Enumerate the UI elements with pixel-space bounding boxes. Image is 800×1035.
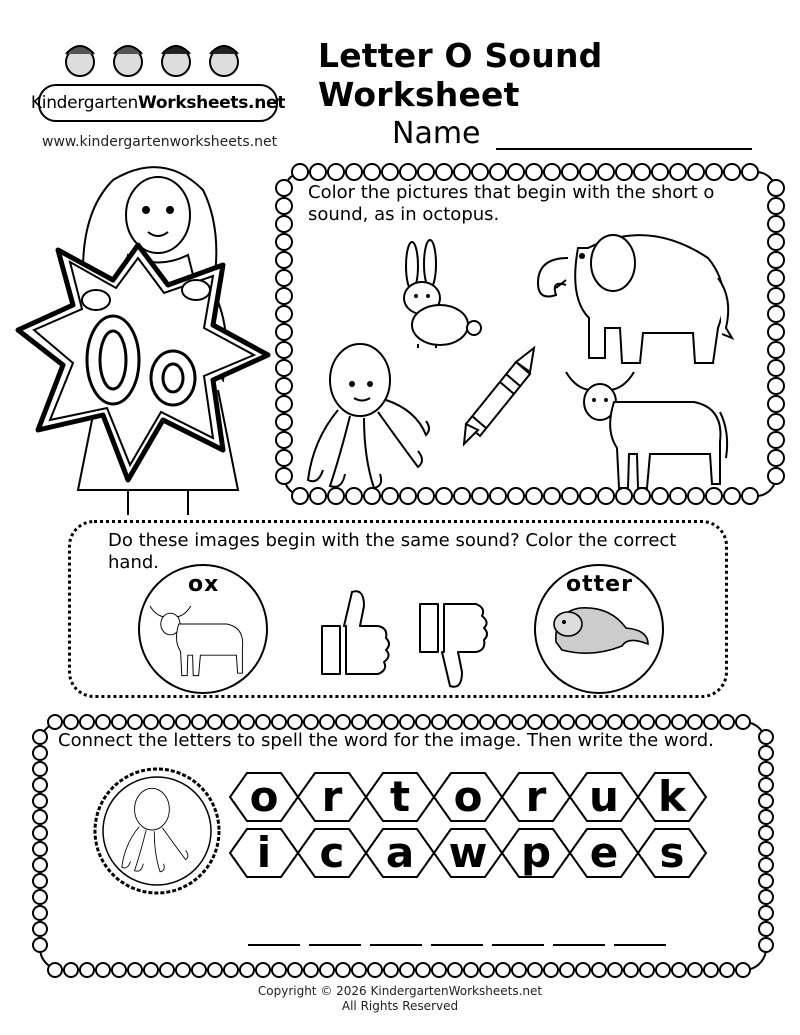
scallop-circle [33,762,47,776]
page-title: Letter O Sound Worksheet [318,36,603,114]
scallop-circle [276,234,292,250]
scallop-circle [276,432,292,448]
scallop-circle [656,715,670,729]
scallop-circle [320,963,334,977]
scallop-circle [768,324,784,340]
scallop-circle [33,794,47,808]
scallop-circle [400,963,414,977]
hex-letter[interactable]: o [249,772,279,821]
scallop-circle [759,762,773,776]
scallop-circle [472,164,488,180]
octopus-medallion [92,766,222,896]
footer [0,984,800,1014]
thumbs-down-icon[interactable] [414,604,490,694]
scallop-circle [276,396,292,412]
answer-blank[interactable] [614,944,666,946]
scallop-circle [276,306,292,322]
scallop-circle [224,715,238,729]
scallop-circle [624,963,638,977]
scallop-circle [670,164,686,180]
scallop-circle [759,938,773,952]
scallop-circle [224,963,238,977]
scallop-circle [276,468,292,484]
scallop-circle [759,842,773,856]
scallop-circle [432,715,446,729]
site-url: www.kindergartenworksheets.net [42,134,278,150]
scallop-circle [704,963,718,977]
scallop-circle [544,715,558,729]
hex-letter[interactable]: i [256,828,272,877]
scallop-circle [768,234,784,250]
logo [30,84,286,122]
scallop-circle [704,715,718,729]
scallop-circle [652,164,668,180]
scallop-circle [112,715,126,729]
scallop-circle [176,715,190,729]
scallop-circle [472,488,488,504]
scallop-circle [768,378,784,394]
hex-letter[interactable]: e [589,828,619,877]
letter-hex-row-2 [232,826,712,880]
scallop-circle [759,858,773,872]
hex-letter[interactable]: t [389,772,411,821]
scallop-circle [33,874,47,888]
scallop-circle [276,378,292,394]
scallop-circle [276,414,292,430]
scallop-circle [512,715,526,729]
scallop-circle [240,715,254,729]
scallop-circle [616,164,632,180]
scallop-circle [400,715,414,729]
scallop-circle [768,288,784,304]
scallop-circle [736,963,750,977]
rights-text: All Rights Reserved [341,999,459,1013]
scallop-circle [768,198,784,214]
scallop-circle [400,164,416,180]
scallop-circle [490,488,506,504]
scallop-circle [598,164,614,180]
scallop-circle [608,715,622,729]
scallop-circle [688,963,702,977]
scallop-circle [256,715,270,729]
copyright-text: Copyright © 2026 KindergartenWorksheets.net [257,984,543,998]
scallop-circle [288,963,302,977]
scallop-circle [436,488,452,504]
scallop-circle [272,715,286,729]
scallop-circle [304,963,318,977]
hex-letter[interactable]: u [589,772,619,821]
scallop-circle [320,715,334,729]
scallop-circle [672,963,686,977]
scallop-circle [368,715,382,729]
scallop-circle [310,164,326,180]
scallop-circle [480,715,494,729]
scallop-circle [288,715,302,729]
scallop-circle [544,963,558,977]
scallop-circle [160,963,174,977]
scallop-circle [768,270,784,286]
scallop-circle [96,715,110,729]
scallop-circle [33,810,47,824]
answer-blank-lines [248,944,678,948]
scallop-circle [768,342,784,358]
scallop-circle [508,488,524,504]
scallop-circle [33,906,47,920]
scallop-circle [292,164,308,180]
scallop-circle [759,794,773,808]
scallop-circle [759,810,773,824]
scallop-circle [640,715,654,729]
scallop-circle [48,715,62,729]
scallop-circle [144,963,158,977]
scallop-circle [528,715,542,729]
scallop-circle [112,963,126,977]
hex-letter[interactable]: w [448,828,488,877]
scallop-circle [706,164,722,180]
scallop-circle [208,963,222,977]
scallop-circle [759,826,773,840]
scallop-circle [176,963,190,977]
scallop-circle [759,906,773,920]
scallop-circle [759,890,773,904]
girl-holding-o-sign-illustration [18,160,278,520]
scallop-circle [192,963,206,977]
scallop-circle [580,164,596,180]
scallop-circle [33,922,47,936]
scallop-circle [526,488,542,504]
scallop-circle [33,826,47,840]
scallop-circle [768,360,784,376]
scallop-circle [496,963,510,977]
scallop-circle [560,963,574,977]
scallop-circle [64,715,78,729]
scallop-circle [768,306,784,322]
scallop-circle [496,715,510,729]
answer-blank[interactable] [431,944,483,946]
scallop-circle [128,963,142,977]
scallop-circle [436,164,452,180]
scallop-circle [80,715,94,729]
scallop-circle [448,963,462,977]
section3-instruction: Connect the letters to spell the word for the image. Then write the word. [58,730,714,751]
scallop-circle [416,715,430,729]
answer-blank[interactable] [553,944,605,946]
scallop-circle [768,450,784,466]
name-label: Name [392,116,481,151]
scallop-circle [624,715,638,729]
scallop-circle [576,963,590,977]
scallop-circle [276,450,292,466]
scallop-circle [96,963,110,977]
scallop-circle [416,963,430,977]
scallop-circle [512,963,526,977]
hex-letter[interactable]: r [321,772,343,821]
scallop-circle [368,963,382,977]
scallop-circle [346,164,362,180]
logo-text-2: Worksheets.net [138,93,286,113]
scallop-circle [33,778,47,792]
scallop-circle [768,216,784,232]
scallop-circle [276,198,292,214]
scallop-circle [562,164,578,180]
crayon-picture[interactable] [454,346,544,446]
scallop-circle [276,216,292,232]
scallop-circle [464,963,478,977]
scallop-circle [33,938,47,952]
scallop-circle [384,715,398,729]
scallop-circle [768,432,784,448]
scallop-circle [759,746,773,760]
scallop-circle [272,963,286,977]
scallop-circle [276,324,292,340]
scallop-circle [768,468,784,484]
ox-word: ox [188,572,220,597]
scallop-circle [418,164,434,180]
scallop-circle [352,715,366,729]
scallop-circle [276,252,292,268]
scallop-circle [720,963,734,977]
section2-instruction: Do these images begin with the same sound? Color the correct hand. [108,530,677,573]
hex-letter[interactable]: o [453,772,483,821]
scallop-circle [720,715,734,729]
elephant-picture[interactable] [528,218,748,368]
scallop-circle [276,360,292,376]
scallop-circle [208,715,222,729]
scallop-circle [80,963,94,977]
scallop-circle [576,715,590,729]
scallop-circle [656,963,670,977]
scallop-circle [33,858,47,872]
scallop-circle [304,715,318,729]
scallop-circle [768,414,784,430]
scallop-circle [276,180,292,196]
scallop-circle [336,963,350,977]
scallop-circle [33,842,47,856]
scallop-circle [160,715,174,729]
scallop-circle [276,288,292,304]
name-write-line[interactable] [496,148,752,150]
scallop-circle [448,715,462,729]
answer-blank[interactable] [370,944,422,946]
scallop-circle [454,488,470,504]
scallop-circle [592,715,606,729]
scallop-circle [592,963,606,977]
hex-letter[interactable]: a [385,828,415,877]
answer-blank[interactable] [248,944,300,946]
rabbit-picture[interactable] [390,240,485,350]
scallop-circle [759,874,773,888]
answer-blank[interactable] [309,944,361,946]
scallop-circle [640,963,654,977]
scallop-circle [528,963,542,977]
scallop-circle [742,164,758,180]
scallop-circle [508,164,524,180]
scallop-circle [33,730,47,744]
otter-word: otter [566,572,633,597]
scallop-circle [768,396,784,412]
scallop-circle [608,963,622,977]
scallop-circle [364,164,380,180]
scallop-circle [276,270,292,286]
scallop-circle [759,778,773,792]
scallop-circle [759,730,773,744]
scallop-circle [128,715,142,729]
hex-letter[interactable]: p [520,828,552,877]
scallop-circle [724,164,740,180]
scallop-circle [382,164,398,180]
scallop-circle [490,164,506,180]
octopus-picture[interactable] [298,340,438,500]
scallop-circle [688,164,704,180]
scallop-circle [48,963,62,977]
scallop-circle [192,715,206,729]
hex-letter[interactable]: c [319,828,345,877]
logo-children-icon [40,40,270,90]
scallop-circle [480,963,494,977]
scallop-circle [384,963,398,977]
scallop-circle [240,963,254,977]
answer-blank[interactable] [492,944,544,946]
letter-hex-row-1 [232,770,712,824]
thumbs-up-icon[interactable] [316,586,392,676]
scallop-circle [33,890,47,904]
scallop-circle [544,164,560,180]
scallop-circle [768,252,784,268]
scallop-circle [672,715,686,729]
scallop-circle [736,715,750,729]
hex-letter[interactable]: k [658,772,686,821]
scallop-circle [64,963,78,977]
scallop-circle [560,715,574,729]
scallop-circle [759,922,773,936]
scallop-circle [256,963,270,977]
scallop-circle [688,715,702,729]
scallop-circle [454,164,470,180]
scallop-circle [276,342,292,358]
hex-letter[interactable]: s [659,828,685,877]
section1-instruction: Color the pictures that begin with the short o sound, as in octopus. [308,182,715,225]
scallop-circle [352,963,366,977]
scallop-circle [634,164,650,180]
scallop-circle [336,715,350,729]
scallop-circle [432,963,446,977]
ox-picture[interactable] [556,362,746,492]
scallop-circle [526,164,542,180]
hex-letter[interactable]: r [525,772,547,821]
scallop-circle [33,746,47,760]
scallop-circle [328,164,344,180]
logo-text-1: Kindergarten [30,93,139,113]
scallop-circle [144,715,158,729]
scallop-circle [464,715,478,729]
scallop-circle [768,180,784,196]
